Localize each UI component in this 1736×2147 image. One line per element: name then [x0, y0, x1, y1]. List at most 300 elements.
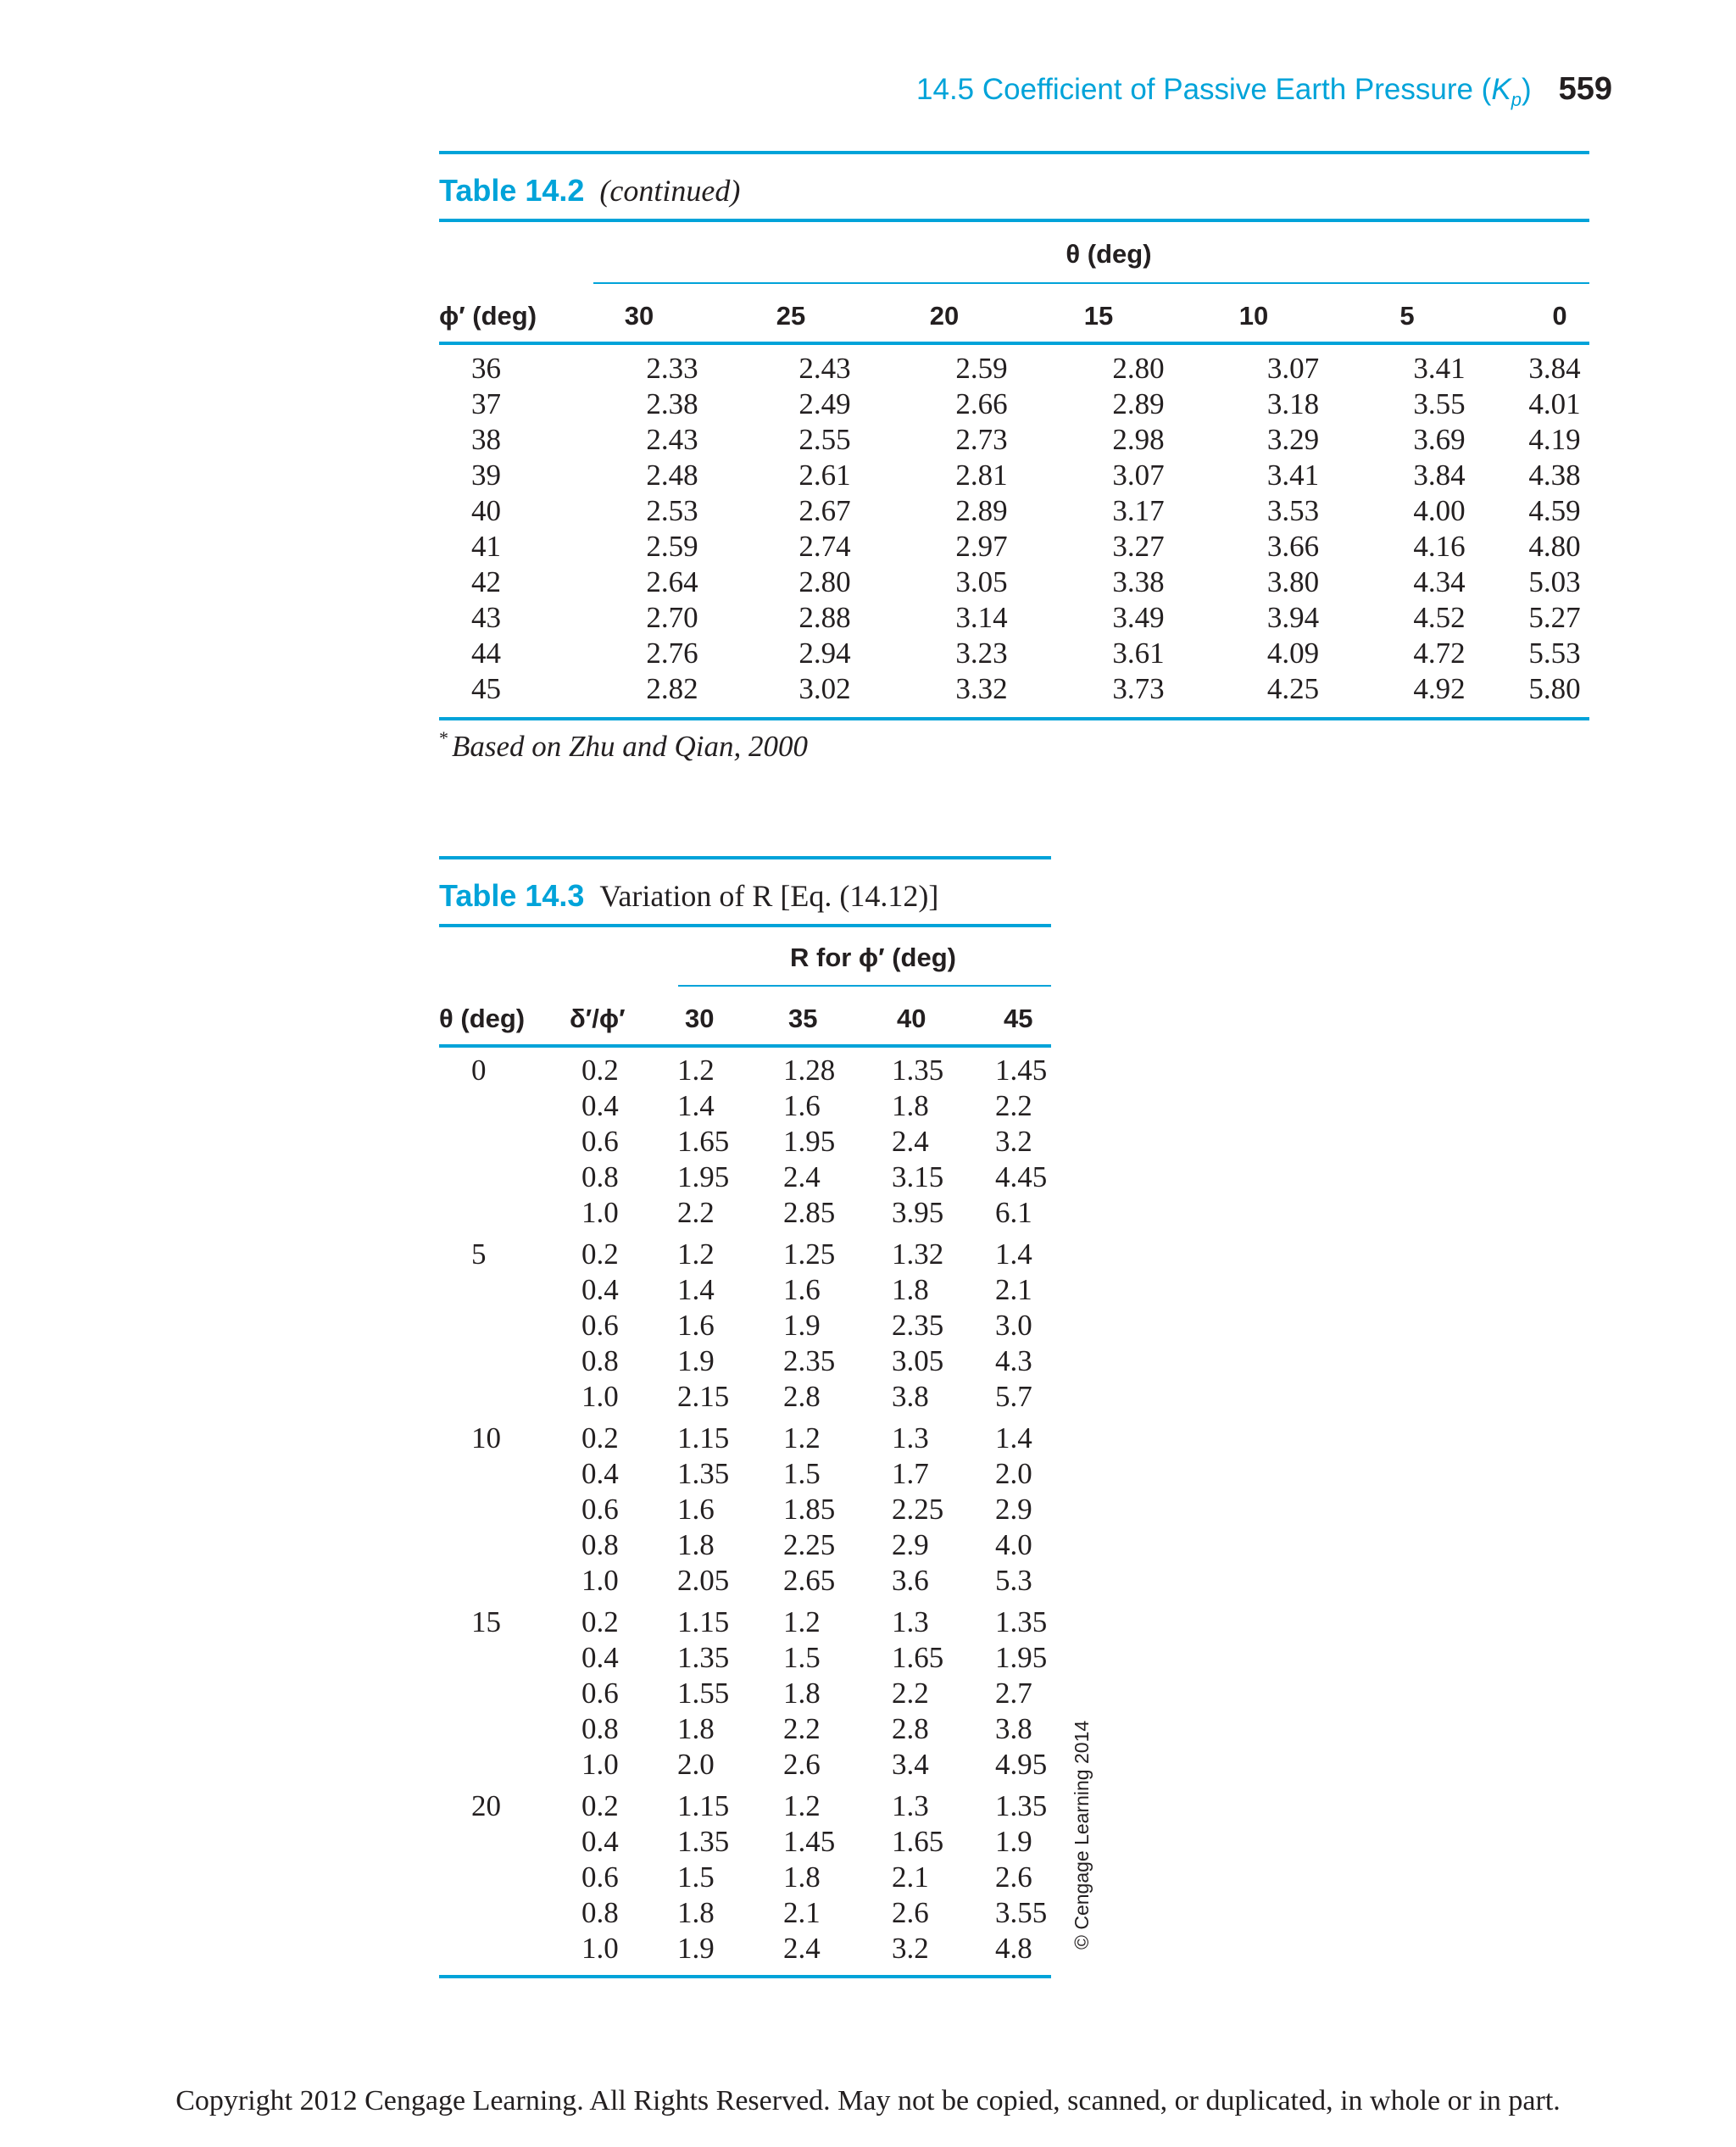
column-header: 20	[929, 301, 960, 331]
table-cell: 1.4	[677, 1273, 715, 1306]
ratio-cell: 1.0	[581, 1564, 619, 1597]
ratio-cell: 0.8	[581, 1712, 619, 1745]
theta-cell	[439, 1456, 581, 1492]
theta-cell: 5	[471, 1238, 487, 1271]
ratio-cell: 0.8	[581, 1528, 619, 1561]
table-bottom-rule	[439, 1975, 1051, 1978]
table-cell: 2.82	[646, 672, 698, 705]
table-cell: 4.3	[995, 1344, 1032, 1377]
table-cell: 2.94	[798, 637, 851, 670]
table-cell: 2.8	[892, 1712, 929, 1745]
table-cell: 1.95	[677, 1160, 730, 1193]
table-cell: 4.34	[1413, 565, 1466, 598]
table-cell: 2.2	[892, 1677, 929, 1710]
table-cell: 1.9	[677, 1932, 715, 1965]
row-label: 44	[471, 637, 501, 670]
table-cell: 2.59	[955, 352, 1008, 385]
table-cell: 2.6	[892, 1896, 929, 1929]
table-cell: 3.29	[1266, 423, 1320, 456]
table-cell: 1.35	[677, 1457, 730, 1490]
table-cell: 2.65	[783, 1564, 836, 1597]
table-cell: 2.73	[955, 423, 1008, 456]
table-cell: 3.2	[995, 1125, 1032, 1158]
table-cell: 1.5	[783, 1641, 821, 1674]
table-cell: 1.95	[783, 1125, 836, 1158]
table-bottom-rule	[439, 717, 1589, 720]
table-cell: 1.45	[995, 1054, 1048, 1087]
table-cell: 4.19	[1528, 423, 1581, 456]
table-cell: 2.7	[995, 1677, 1032, 1710]
theta-cell	[439, 1676, 581, 1711]
header-bottom-rule	[439, 1044, 1051, 1048]
table-cell: 5.7	[995, 1380, 1032, 1413]
table-cell: 2.4	[783, 1160, 821, 1193]
table-number: Table 14.3	[439, 878, 585, 913]
table-cell: 1.4	[995, 1421, 1032, 1455]
table-cell: 5.80	[1528, 672, 1581, 705]
table-cell: 1.45	[783, 1825, 836, 1858]
column-header: 30	[685, 1004, 715, 1033]
table-cell: 3.73	[1112, 672, 1165, 705]
table-cell: 1.2	[677, 1238, 715, 1271]
theta-cell: 10	[471, 1421, 501, 1455]
ratio-cell: 0.6	[581, 1309, 619, 1342]
table-cell: 2.67	[798, 494, 851, 527]
table-row	[439, 565, 1589, 600]
table-cell: 3.84	[1413, 459, 1466, 492]
table-cell: 1.3	[892, 1605, 929, 1638]
table-row	[439, 1343, 1051, 1379]
table-cell: 2.43	[646, 423, 698, 456]
theta-cell	[439, 1088, 581, 1124]
table-cell: 1.35	[995, 1605, 1048, 1638]
header-top-rule	[439, 219, 1589, 222]
ratio-header: δ′/ϕ′	[570, 1004, 626, 1033]
row-label: 37	[471, 387, 501, 420]
table-top-rule	[439, 151, 1589, 154]
theta-cell	[439, 1308, 581, 1343]
ratio-cell: 0.6	[581, 1861, 619, 1894]
table-cell: 2.38	[646, 387, 698, 420]
table-cell: 2.70	[646, 601, 698, 634]
theta-cell	[439, 1379, 581, 1418]
table-cell: 1.8	[892, 1089, 929, 1122]
table-cell: 4.16	[1413, 530, 1466, 563]
table-row	[439, 1195, 1051, 1234]
theta-cell: 0	[471, 1054, 487, 1087]
page-number: 559	[1558, 71, 1612, 107]
column-header: 30	[624, 301, 654, 331]
ratio-cell: 1.0	[581, 1932, 619, 1965]
table-cell: 3.80	[1266, 565, 1320, 598]
theta-cell	[439, 1860, 581, 1895]
table-cell: 4.8	[995, 1932, 1032, 1965]
table-cell: 2.25	[783, 1528, 836, 1561]
table-cell: 1.6	[783, 1089, 821, 1122]
theta-cell: 20	[471, 1789, 501, 1822]
row-header: ϕ′ (deg)	[439, 301, 537, 331]
theta-cell	[439, 1492, 581, 1527]
copyright-notice: Copyright 2012 Cengage Learning. All Rights Reserved. May not be copied, scanned, or duplicated, in whole or in part.	[175, 2085, 1561, 2116]
table-row	[439, 1124, 1051, 1160]
table-cell: 2.53	[646, 494, 698, 527]
table-cell: 1.35	[892, 1054, 944, 1087]
table-cell: 4.45	[995, 1160, 1048, 1193]
table-cell: 1.2	[783, 1421, 821, 1455]
table-cell: 5.03	[1528, 565, 1581, 598]
table-cell: 4.72	[1413, 637, 1466, 670]
ratio-cell: 1.0	[581, 1380, 619, 1413]
table-cell: 2.4	[783, 1932, 821, 1965]
table-row	[439, 1711, 1051, 1747]
table-row	[439, 1234, 1051, 1273]
row-label: 41	[471, 530, 501, 563]
table-cell: 1.15	[677, 1421, 730, 1455]
table-row	[439, 1640, 1051, 1676]
table-cell: 2.66	[955, 387, 1008, 420]
ratio-cell: 0.4	[581, 1089, 619, 1122]
table-cell: 1.2	[783, 1789, 821, 1822]
table-row	[439, 1418, 1051, 1457]
row-label: 38	[471, 423, 501, 456]
table-continued-label: (continued)	[599, 174, 741, 208]
table-row	[439, 1088, 1051, 1124]
table-cell: 2.2	[677, 1196, 715, 1229]
ratio-cell: 0.2	[581, 1421, 619, 1455]
theta-cell	[439, 1160, 581, 1195]
table-cell: 2.0	[677, 1748, 715, 1781]
table-cell: 2.8	[783, 1380, 821, 1413]
table-cell: 3.8	[892, 1380, 929, 1413]
table-cell: 1.6	[677, 1493, 715, 1526]
table-cell: 1.32	[892, 1238, 944, 1271]
table-cell: 2.35	[892, 1309, 944, 1342]
table-cell: 4.52	[1413, 601, 1466, 634]
table-cell: 2.85	[783, 1196, 836, 1229]
column-header: 35	[788, 1004, 818, 1033]
ratio-cell: 1.0	[581, 1748, 619, 1781]
ratio-cell: 0.2	[581, 1605, 619, 1638]
column-header: 45	[1004, 1004, 1033, 1033]
table-cell: 2.05	[677, 1564, 730, 1597]
table-cell: 3.41	[1413, 352, 1466, 385]
table-cell: 1.65	[677, 1125, 730, 1158]
table-row	[439, 1602, 1051, 1641]
theta-cell	[439, 1747, 581, 1786]
table-cell: 1.8	[892, 1273, 929, 1306]
row-label: 39	[471, 459, 501, 492]
table-cell: 3.07	[1112, 459, 1165, 492]
table-cell: 2.15	[677, 1380, 730, 1413]
header-bottom-rule	[439, 342, 1589, 345]
table-cell: 3.15	[892, 1160, 944, 1193]
ratio-cell: 0.4	[581, 1641, 619, 1674]
table-cell: 2.2	[995, 1089, 1032, 1122]
table-14-3-body	[439, 1053, 1051, 1966]
table-cell: 2.88	[798, 601, 851, 634]
credit-line: © Cengage Learning 2014	[1071, 1720, 1093, 1950]
table-cell: 3.18	[1266, 387, 1320, 420]
table-cell: 2.76	[646, 637, 698, 670]
table-cell: 2.1	[995, 1273, 1032, 1306]
table-row	[439, 1379, 1051, 1418]
table-cell: 3.49	[1112, 601, 1165, 634]
table-cell: 2.81	[955, 459, 1008, 492]
row-label: 42	[471, 565, 501, 598]
running-head	[916, 71, 1612, 111]
table-cell: 2.89	[1112, 387, 1165, 420]
footnote: * Based on Zhu and Qian, 2000	[439, 727, 808, 763]
table-cell: 1.8	[677, 1896, 715, 1929]
table-row	[439, 422, 1589, 458]
table-row	[439, 1456, 1051, 1492]
group-header: θ (deg)	[1066, 239, 1152, 269]
table-cell: 1.2	[783, 1605, 821, 1638]
table-cell: 2.25	[892, 1493, 944, 1526]
table-cell: 3.61	[1112, 637, 1165, 670]
table-cell: 2.49	[798, 387, 851, 420]
theta-cell	[439, 1895, 581, 1931]
table-row	[439, 1676, 1051, 1711]
table-cell: 2.59	[646, 530, 698, 563]
theta-cell	[439, 1527, 581, 1563]
table-cell: 2.80	[1112, 352, 1165, 385]
table-row	[439, 1308, 1051, 1343]
ratio-cell: 0.6	[581, 1677, 619, 1710]
table-row	[439, 636, 1589, 671]
group-header-rule	[678, 985, 1051, 987]
table-14-3-caption	[439, 878, 938, 914]
ratio-cell: 0.4	[581, 1273, 619, 1306]
table-row	[439, 1824, 1051, 1860]
table-cell: 5.27	[1528, 601, 1581, 634]
table-cell: 3.05	[892, 1344, 944, 1377]
table-cell: 1.35	[677, 1825, 730, 1858]
table-cell: 2.9	[995, 1493, 1032, 1526]
table-cell: 3.8	[995, 1712, 1032, 1745]
table-cell: 4.92	[1413, 672, 1466, 705]
ratio-cell: 0.4	[581, 1457, 619, 1490]
theta-cell	[439, 1124, 581, 1160]
table-row	[439, 458, 1589, 493]
table-number: Table 14.2	[439, 173, 585, 208]
table-row	[439, 1931, 1051, 1966]
table-row	[439, 1053, 1051, 1088]
table-cell: 2.64	[646, 565, 698, 598]
theta-cell	[439, 1272, 581, 1308]
table-cell: 4.01	[1528, 387, 1581, 420]
table-cell: 3.94	[1266, 601, 1320, 634]
table-row	[439, 1272, 1051, 1308]
theta-cell	[439, 1195, 581, 1234]
table-row	[439, 1747, 1051, 1786]
table-cell: 3.55	[1413, 387, 1466, 420]
table-row	[439, 1860, 1051, 1895]
table-cell: 3.95	[892, 1196, 944, 1229]
table-cell: 4.00	[1413, 494, 1466, 527]
table-cell: 1.6	[677, 1309, 715, 1342]
table-cell: 3.23	[955, 637, 1008, 670]
ratio-cell: 0.2	[581, 1238, 619, 1271]
table-cell: 4.38	[1528, 459, 1581, 492]
table-cell: 3.41	[1266, 459, 1320, 492]
column-header: 5	[1399, 301, 1415, 331]
ratio-cell: 0.8	[581, 1160, 619, 1193]
ratio-cell: 0.4	[581, 1825, 619, 1858]
table-cell: 2.43	[798, 352, 851, 385]
table-cell: 1.28	[783, 1054, 836, 1087]
table-cell: 4.09	[1266, 637, 1320, 670]
row-label: 45	[471, 672, 501, 705]
table-cell: 1.25	[783, 1238, 836, 1271]
table-cell: 4.80	[1528, 530, 1581, 563]
table-cell: 2.1	[783, 1896, 821, 1929]
table-cell: 2.97	[955, 530, 1008, 563]
column-header: 40	[897, 1004, 926, 1033]
table-row	[439, 529, 1589, 565]
table-cell: 1.5	[783, 1457, 821, 1490]
table-cell: 2.80	[798, 565, 851, 598]
table-cell: 4.59	[1528, 494, 1581, 527]
table-row	[439, 1895, 1051, 1931]
section-title: 14.5 Coefficient of Passive Earth Pressure $(K_p)$	[916, 73, 1532, 110]
table-top-rule	[439, 856, 1051, 859]
table-cell: 5.53	[1528, 637, 1581, 670]
table-row	[439, 1160, 1051, 1195]
table-cell: 1.35	[677, 1641, 730, 1674]
table-cell: 4.95	[995, 1748, 1048, 1781]
table-cell: 3.27	[1112, 530, 1165, 563]
theta-cell	[439, 1563, 581, 1602]
table-cell: 1.15	[677, 1605, 730, 1638]
table-cell: 3.32	[955, 672, 1008, 705]
header-top-rule	[439, 924, 1051, 927]
table-cell: 6.1	[995, 1196, 1032, 1229]
table-cell: 1.3	[892, 1789, 929, 1822]
column-header: 15	[1083, 301, 1114, 331]
table-row	[439, 1492, 1051, 1527]
table-cell: 1.7	[892, 1457, 929, 1490]
table-cell: 1.95	[995, 1641, 1048, 1674]
table-cell: 2.98	[1112, 423, 1165, 456]
group-header: R for ϕ′ (deg)	[790, 943, 956, 972]
theta-cell: 15	[471, 1605, 501, 1638]
table-row	[439, 1563, 1051, 1602]
row-label: 40	[471, 494, 501, 527]
row-label: 43	[471, 601, 501, 634]
table-cell: 5.3	[995, 1564, 1032, 1597]
table-cell: 2.61	[798, 459, 851, 492]
table-row	[439, 493, 1589, 529]
table-cell: 1.8	[783, 1861, 821, 1894]
table-cell: 2.4	[892, 1125, 929, 1158]
table-row	[439, 600, 1589, 636]
table-cell: 1.4	[677, 1089, 715, 1122]
table-cell: 1.8	[783, 1677, 821, 1710]
table-cell: 3.14	[955, 601, 1008, 634]
theta-cell	[439, 1640, 581, 1676]
table-cell: 2.6	[995, 1861, 1032, 1894]
table-cell: 3.2	[892, 1932, 929, 1965]
ratio-cell: 0.2	[581, 1054, 619, 1087]
table-row	[439, 1786, 1051, 1825]
ratio-cell: 1.0	[581, 1196, 619, 1229]
row-label: 36	[471, 352, 501, 385]
table-cell: 1.65	[892, 1825, 944, 1858]
table-title: Variation of R [Eq. (14.12)]	[599, 879, 939, 913]
theta-cell	[439, 1824, 581, 1860]
table-cell: 1.35	[995, 1789, 1048, 1822]
column-header: 0	[1552, 301, 1567, 331]
table-cell: 3.02	[798, 672, 851, 705]
table-cell: 1.3	[892, 1421, 929, 1455]
table-cell: 1.4	[995, 1238, 1032, 1271]
table-cell: 1.15	[677, 1789, 730, 1822]
table-cell: 3.55	[995, 1896, 1048, 1929]
table-cell: 1.8	[677, 1528, 715, 1561]
table-cell: 1.9	[995, 1825, 1032, 1858]
theta-header: θ (deg)	[439, 1004, 526, 1033]
theta-cell	[439, 1711, 581, 1747]
ratio-cell: 0.2	[581, 1789, 619, 1822]
table-cell: 1.65	[892, 1641, 944, 1674]
table-row	[439, 1527, 1051, 1563]
table-cell: 2.35	[783, 1344, 836, 1377]
table-cell: 1.55	[677, 1677, 730, 1710]
ratio-cell: 0.8	[581, 1344, 619, 1377]
table-cell: 3.4	[892, 1748, 929, 1781]
table-cell: 2.9	[892, 1528, 929, 1561]
theta-cell	[439, 1343, 581, 1379]
table-14-2-body	[439, 351, 1589, 707]
table-cell: 2.1	[892, 1861, 929, 1894]
ratio-cell: 0.6	[581, 1493, 619, 1526]
table-cell: 3.66	[1266, 530, 1320, 563]
table-cell: 3.53	[1266, 494, 1320, 527]
table-cell: 1.9	[677, 1344, 715, 1377]
theta-cell	[439, 1931, 581, 1966]
table-cell: 2.0	[995, 1457, 1032, 1490]
group-header-rule	[593, 282, 1589, 284]
table-cell: 2.89	[955, 494, 1008, 527]
ratio-cell: 0.8	[581, 1896, 619, 1929]
table-cell: 3.38	[1112, 565, 1165, 598]
column-header: 25	[776, 301, 806, 331]
table-cell: 3.05	[955, 565, 1008, 598]
table-cell: 1.2	[677, 1054, 715, 1087]
table-cell: 4.25	[1266, 672, 1320, 705]
table-14-2-caption	[439, 173, 740, 209]
table-row	[439, 387, 1589, 422]
table-cell: 3.69	[1413, 423, 1466, 456]
ratio-cell: 0.6	[581, 1125, 619, 1158]
table-row	[439, 351, 1589, 387]
table-cell: 1.6	[783, 1273, 821, 1306]
table-cell: 2.33	[646, 352, 698, 385]
table-cell: 3.84	[1528, 352, 1581, 385]
table-row	[439, 671, 1589, 707]
column-header: 10	[1238, 301, 1269, 331]
table-cell: 2.74	[798, 530, 851, 563]
table-cell: 3.0	[995, 1309, 1032, 1342]
table-cell: 2.6	[783, 1748, 821, 1781]
table-cell: 1.9	[783, 1309, 821, 1342]
table-cell: 3.6	[892, 1564, 929, 1597]
table-cell: 1.8	[677, 1712, 715, 1745]
table-cell: 1.5	[677, 1861, 715, 1894]
table-cell: 3.07	[1266, 352, 1320, 385]
table-cell: 2.48	[646, 459, 698, 492]
